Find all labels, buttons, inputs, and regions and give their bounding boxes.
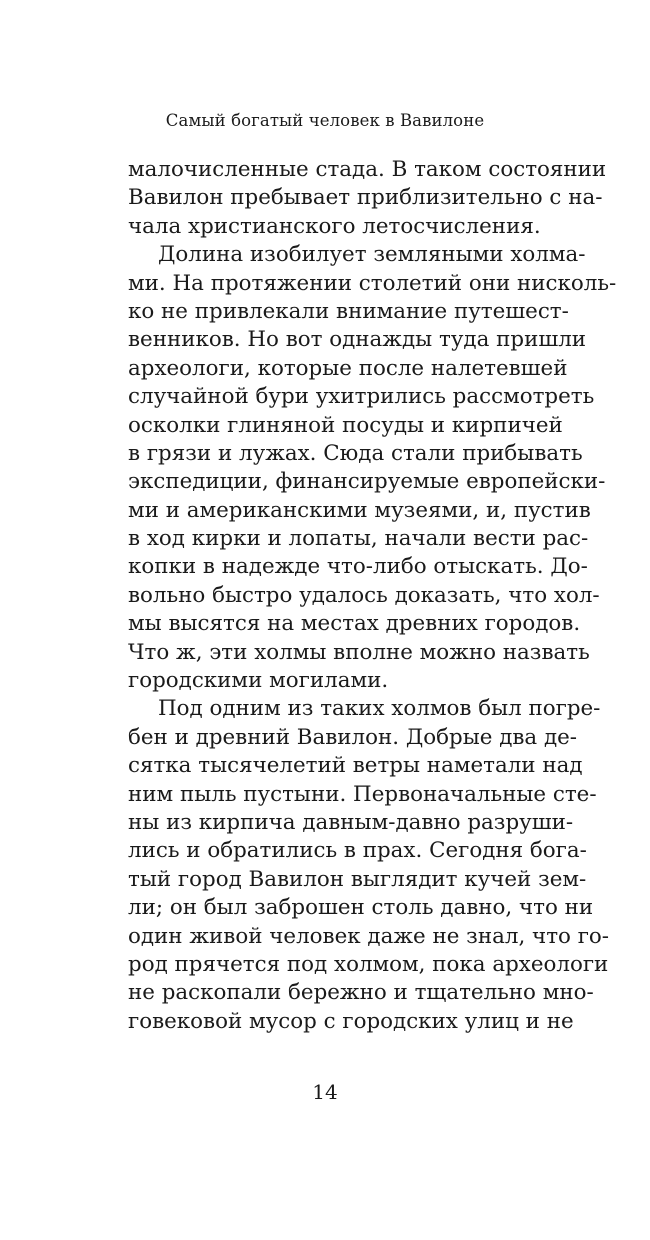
text-line: городскими могилами. bbox=[128, 668, 389, 694]
text-line: тый город Вавилон выглядит кучей зем- bbox=[128, 866, 587, 892]
text-line: Под одним из таких холмов был погре- bbox=[158, 696, 601, 722]
text-line: один живой человек даже не знал, что го- bbox=[128, 923, 610, 949]
text-line: Долина изобилует земляными холма- bbox=[158, 242, 586, 268]
text-line: осколки глиняной посуды и кирпичей bbox=[128, 412, 563, 438]
page-number: 14 bbox=[312, 1080, 338, 1104]
text-line: венников. Но вот однажды туда пришли bbox=[128, 327, 587, 353]
text-line: ли; он был заброшен столь давно, что ни bbox=[128, 895, 594, 921]
text-line: в грязи и лужах. Сюда стали прибывать bbox=[128, 440, 583, 466]
text-line: ми и американскими музеями, и, пустив bbox=[128, 497, 591, 523]
text-line: случайной бури ухитрились рассмотреть bbox=[128, 384, 595, 410]
text-line: сятка тысячелетий ветры наметали над bbox=[128, 753, 583, 779]
text-line: ним пыль пустыни. Первоначальные сте- bbox=[128, 781, 597, 807]
text-line: археологи, которые после налетевшей bbox=[128, 355, 568, 381]
text-line: копки в надежде что-либо отыскать. До- bbox=[128, 554, 588, 580]
text-line: Что ж, эти холмы вполне можно назвать bbox=[128, 639, 590, 665]
text-line: род прячется под холмом, пока археологи bbox=[128, 951, 609, 977]
text-line: ны из кирпича давным-давно разруши- bbox=[128, 809, 574, 835]
text-line: малочисленные стада. В таком состоянии bbox=[128, 157, 607, 182]
text-line: чала христианского летосчисления. bbox=[128, 213, 541, 239]
text-line: ко не привлекали внимание путешест- bbox=[128, 298, 569, 324]
body-text bbox=[128, 156, 617, 1036]
text-line: ми. На протяжении столетий они нисколь- bbox=[128, 270, 617, 296]
text-line: мы высятся на местах древних городов. bbox=[128, 611, 581, 637]
text-line: вольно быстро удалось доказать, что хол- bbox=[128, 582, 600, 608]
running-header-title: Самый богатый человек в Вавилоне bbox=[165, 111, 485, 130]
text-line: бен и древний Вавилон. Добрые два де- bbox=[128, 724, 578, 750]
text-line: лись и обратились в прах. Сегодня бога- bbox=[128, 838, 587, 864]
text-line: в ход кирки и лопаты, начали вести рас- bbox=[128, 526, 589, 552]
text-line: экспедиции, финансируемые европейски- bbox=[128, 469, 606, 495]
text-line: Вавилон пребывает приблизительно с на- bbox=[128, 185, 603, 211]
text-line: говековой мусор с городских улиц и не bbox=[128, 1008, 574, 1034]
text-line: не раскопали бережно и тщательно мно- bbox=[128, 980, 594, 1006]
